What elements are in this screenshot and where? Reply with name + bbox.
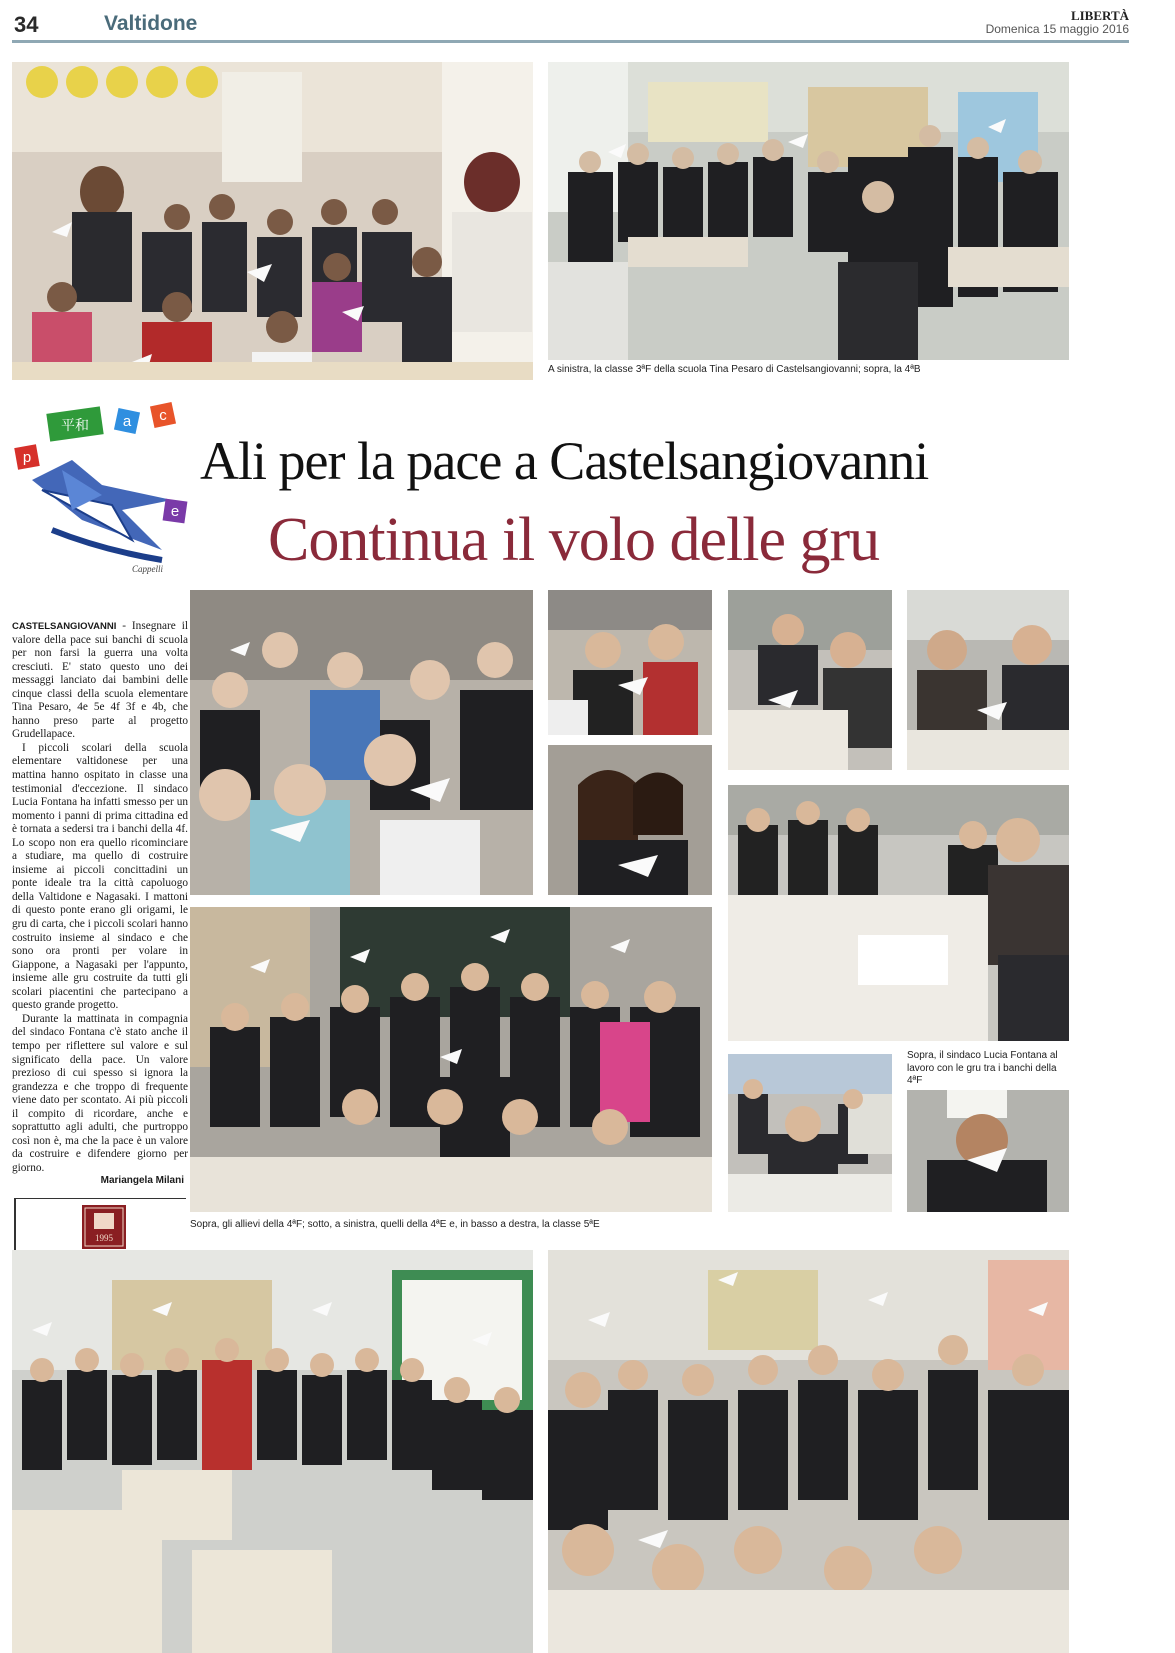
photo-class-4b [548,62,1069,360]
subheadline: Continua il volo delle gru [268,506,880,574]
artist-signature: Cappelli [132,564,163,574]
issue-date: Domenica 15 maggio 2016 [985,22,1129,36]
article-paragraph-1: - Insegnare il valore della pace sui banchi di scuola per non farsi la guerra una volta cresciuti. E' stato questo uno dei messaggi lanciato dai bambini delle cinque classi della scuola elementare Tina Pesaro, 4e 5e 4f 3f e 4b, che hanno preso parte al progetto Grudellapace. [12,620,188,741]
masthead: LIBERTÀ [1070,8,1129,23]
photo-mayor-desk [728,785,1069,1041]
fondazione-seal-icon [82,1205,126,1249]
article-paragraph-2: I piccoli scolari della scuola elementare valtidonese per una mattina hanno ospitato in classe una testimonial d'eccezione. Il sindaco Lucia Fontana ha infatti smesso per un momento i panni di prima cittadina ed è tornata a sedersi tra i banchi della 4f. Lo scopo non era quello ricominciare a studiare, ma quello di costruire insieme ai piccoli concittadini un ponte ideale tra la città capoluogo della Valtidone e Nagasaki. I mattoni di questo ponte erano gli origami, le gru di carta, che i piccoli scolari hanno costruito insieme al sindaco e che sono ora pronti per volare in Giappone, a Nagasaki per l'appunto, insieme alle gru costruite da tutti gli scolari piacentini che partecipano a questo grande progetto. [12,741,188,1012]
photo-boy-crane [907,1090,1069,1212]
caption-top: A sinistra, la classe 3ªF della scuola Tina Pesaro di Castelsangiovanni; sopra, la 4ªB [548,364,921,375]
caption-mayor: Sopra, il sindaco Lucia Fontana al lavoro con le gru tra i banchi della 4ªF [907,1050,1058,1086]
article-paragraph-3: Durante la mattinata in compagnia del sindaco Fontana c'è stato anche il tempo per riflettere sul valore e sul significato della pace. Un valore prezioso di cui spesso si ignora la grandezza e che troppo di frequente viene dato per scontato. Ai più piccoli il compito di ricordare, anche e soprattutto agli adulti, che purtroppo così non è, ma che la pace è un valore da costruire e difendere giorno per giorno. [12,1012,188,1174]
letter-c: c [159,407,167,424]
photo-4f-small-group [728,1054,892,1212]
letter-a: a [122,413,132,430]
photo-class-3f [12,62,533,380]
article-dateline: CASTELSANGIOVANNI [12,621,117,632]
photo-4f-teacher-boy [907,590,1069,770]
photo-4f-group [190,590,533,895]
byline: Mariangela Milani [100,1175,184,1186]
caption-middle: Sopra, gli allievi della 4ªF; sotto, a sinistra, quelli della 4ªE e, in basso a destra, la classe 5ªE [190,1219,600,1230]
section-title: Valtidone [104,12,198,35]
photo-4f-boys [548,590,712,735]
header-rule [12,40,1129,43]
page-number: 34 [14,12,39,37]
headline: Ali per la pace a Castelsangiovanni [200,431,929,491]
peace-kanji: 平和 [61,418,89,434]
photo-4f-desk-girls [728,590,892,770]
photo-4f-girls [548,745,712,895]
crane-illustration [12,400,190,578]
photo-class-4e [12,1250,533,1653]
letter-e: e [170,503,180,520]
photo-4f-crowd [190,907,712,1212]
letter-p: p [22,449,32,466]
photo-class-5e [548,1250,1069,1653]
logo-year: 1995 [95,1233,113,1243]
article-body [12,620,188,1175]
